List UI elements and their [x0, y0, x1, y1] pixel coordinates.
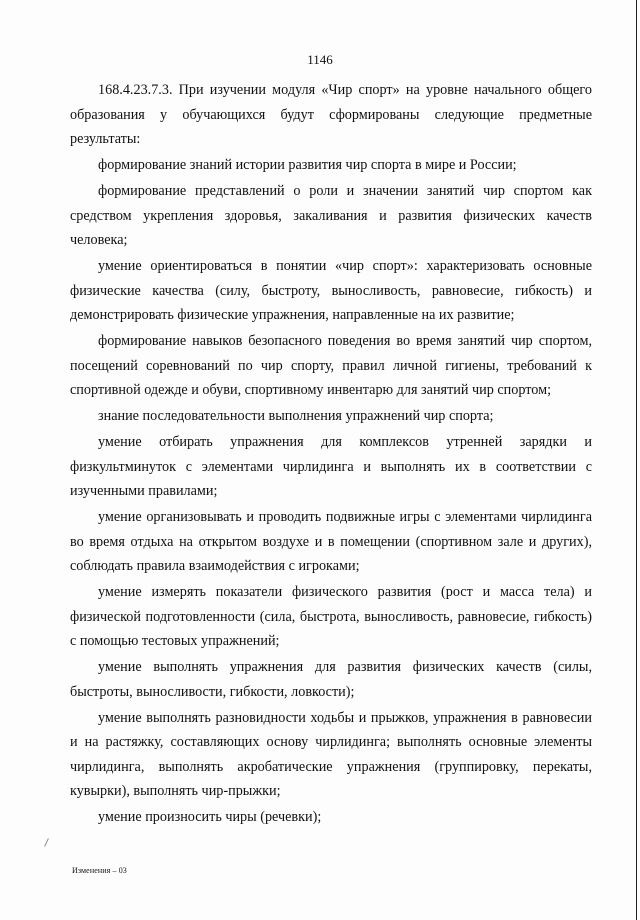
paragraph-item: умение произносить чиры (речевки); — [98, 809, 322, 825]
paragraph-item: умение измерять показатели физического развития (рост и масса тела) и физической подготовленности (сила, быстрота, выносливость, равновесие, гибкость) с помощью тестовых упражнений; — [70, 584, 592, 649]
paragraph-item: знание последовательности выполнения упражнений чир спорта; — [98, 408, 494, 424]
paragraph-item: умение выполнять упражнения для развития физических качеств (силы, быстроты, выносливости, гибкости, ловкости); — [70, 659, 592, 700]
paragraph-item: умение организовывать и проводить подвижные игры с элементами чирлидинга во время отдыха на открытом воздухе и в помещении (спортивном зале и других), соблюдать правила взаимодействия с игроками; — [70, 509, 592, 574]
page-edge-line — [636, 0, 637, 920]
footer-revision-note: Изменения – 03 — [72, 866, 127, 875]
page-number: 1146 — [307, 52, 333, 67]
scan-mark — [44, 838, 49, 847]
paragraph-item: умение ориентироваться в понятии «чир спорт»: характеризовать основные физические качества (силу, быстроту, выносливость, равновесие, гибкость) и демонстрировать физические упражнения, направленные на их развитие; — [70, 258, 592, 323]
paragraph-item: умение выполнять разновидности ходьбы и прыжков, упражнения в равновесии и на растяжку, составляющих основу чирлидинга; выполнять основные элементы чирлидинга, выполнять акробатические упражнения (группировку, перекаты, кувырки), выполнять чир-прыжки; — [70, 709, 592, 799]
paragraph-intro: 168.4.23.7.3. При изучении модуля «Чир спорт» на уровне начального общего образования у обучающихся будут сформированы следующие предметные результаты: — [70, 82, 592, 147]
document-body — [70, 78, 592, 831]
paragraph-item: формирование знаний истории развития чир спорта в мире и России; — [98, 157, 517, 173]
paragraph-item: формирование навыков безопасного поведения во время занятий чир спортом, посещений соревнований по чир спорту, правил личной гигиены, требований к спортивной одежде и обуви, спортивному инвентарю для занятий чир спортом; — [70, 333, 592, 398]
paragraph-item: умение отбирать упражнения для комплексов утренней зарядки и физкультминуток с элементами чирлидинга и выполнять их в соответствии с изученными правилами; — [70, 434, 592, 499]
paragraph-item: формирование представлений о роли и значении занятий чир спортом как средством укрепления здоровья, закаливания и развития физических качеств человека; — [70, 183, 592, 248]
